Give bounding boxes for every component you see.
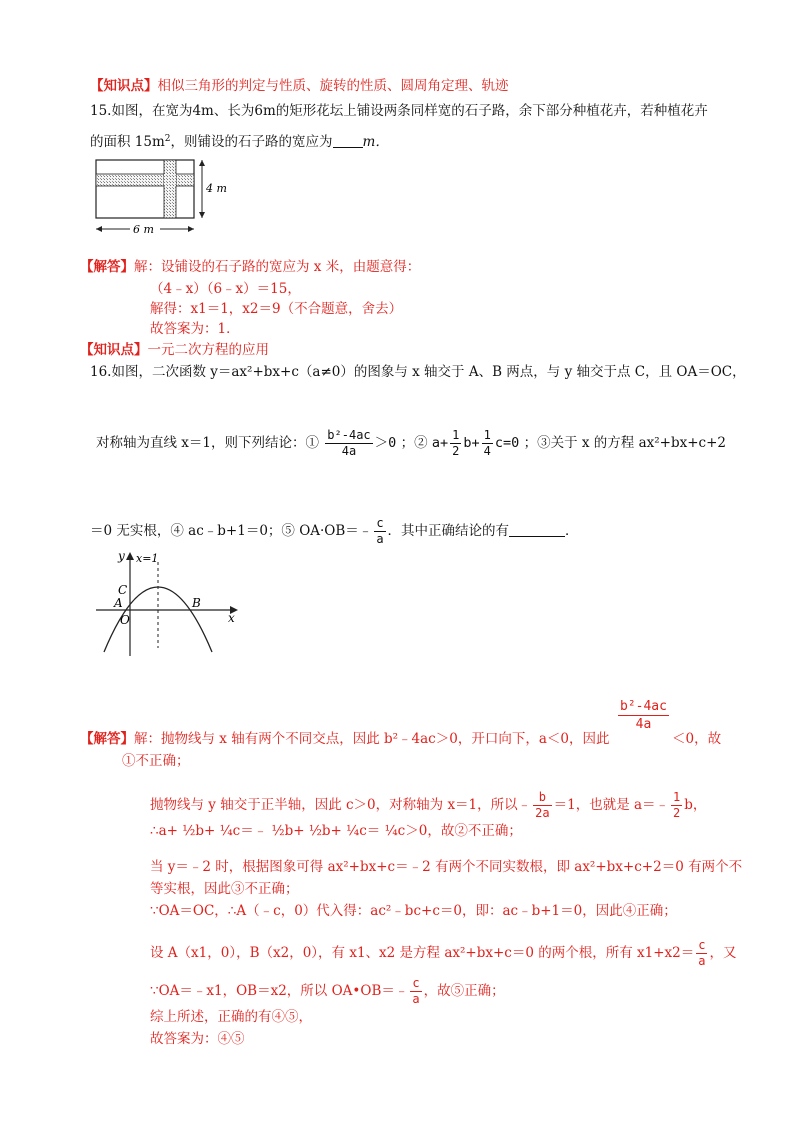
q15-sup: 2 xyxy=(164,134,171,144)
q16-conclusions-4-5: ＝0 无实根，④ ac﹣b+1＝0；⑤ OA·OB＝﹣ xyxy=(90,523,373,539)
q15-answer-blank xyxy=(333,134,363,148)
a16-line-11: 故答案为：④⑤ xyxy=(150,1031,245,1047)
q16-conditions-text: 对称轴为直线 x＝1，则下列结论：① xyxy=(96,435,319,451)
a16-line-10: 综上所述，正确的有④⑤， xyxy=(150,1009,312,1025)
height-label: 4 m xyxy=(206,182,227,195)
vertical-path xyxy=(164,160,176,218)
greater-than: ＞0 xyxy=(374,435,397,451)
fraction-c-over-a: $\frac{c}{a}$ xyxy=(376,516,384,546)
fraction-half: $\frac{1}{2}$ xyxy=(452,428,460,458)
q16-line-3: ＝0 无实根，④ ac﹣b+1＝0；⑤ OA·OB＝﹣ $\frac{c}{a}$ ．其中正确结论的有 ． xyxy=(90,516,579,546)
q16-conclusion-3: ；③关于 x 的方程 ax²+bx+c+2 xyxy=(523,435,726,451)
arrow-down-icon xyxy=(199,212,205,218)
width-label: 6 m xyxy=(133,223,154,236)
a16-line-6: 等实根，因此③不正确； xyxy=(150,881,299,897)
q16-conclusion-2: ；② xyxy=(400,435,428,451)
a16-fraction-discriminant: $\frac{\text{b²-4ac}}{4a}$ xyxy=(620,699,667,732)
q15-rectangle-figure xyxy=(92,158,227,240)
answer-tag: 【解答】 xyxy=(80,731,134,747)
point-a-label: A xyxy=(114,596,123,610)
a16-line-9: ∵OA＝﹣x1，OB＝x2，所以 OA•OB＝﹣ $\frac{c}{a}$ ，故⑤正确； xyxy=(150,976,505,1006)
x-label: x xyxy=(228,611,235,625)
a16-line-2: ①不正确； xyxy=(122,753,190,769)
knowledge-tag: 【知识点】 xyxy=(80,342,148,358)
a16-line-5: 当 y＝﹣2 时，根据图象可得 ax²+bx+c＝﹣2 有两个不同实数根，即 ax²+bx+c+2＝0 有两个不 xyxy=(150,859,743,875)
arrow-left-icon xyxy=(96,226,102,232)
a16-line-4: ∴a+ ½b+ ¼c＝﹣ ½b+ ½b+ ¼c＝ ¼c＞0，故②不正确； xyxy=(150,823,522,839)
fraction-b-over-2a: $\frac{b}{2a}$ xyxy=(535,790,550,820)
knowledge-point-2 xyxy=(80,341,269,359)
arrow-up-icon xyxy=(199,160,205,166)
point-c-label: C xyxy=(118,583,128,597)
q15-question-text: ，则铺设的石子路的宽应为 xyxy=(170,134,333,150)
symmetry-label: x=1 xyxy=(136,552,159,565)
arrow-right-icon xyxy=(188,226,194,232)
q16-line-1: 16.如图，二次函数 y＝ax²+bx+c（a≠0）的图象与 x 轴交于 A、B 两点，与 y 轴交于点 C，且 OA＝OC， xyxy=(90,364,746,380)
path-crossing xyxy=(164,174,176,186)
knowledge-tag: 【知识点】 xyxy=(90,78,158,94)
a15-line-4: 故答案为：1． xyxy=(150,321,240,337)
a16-line-8: 设 A（x1，0），B（x2，0），有 x1、x2 是方程 ax²+bx+c＝0 的两个根，所有 x1+x2＝ $\frac{c}{a}$ ，又 xyxy=(150,938,737,968)
a15-line-2: （4﹣x）（6﹣x）＝15， xyxy=(150,281,301,297)
y-label: y xyxy=(118,549,125,563)
knowledge-point-1 xyxy=(90,77,509,95)
q15-line-2 xyxy=(90,133,389,151)
fraction-c-over-a: $\frac{c}{a}$ xyxy=(698,938,706,968)
a16-line-1-end: ＜0，故 xyxy=(672,731,722,747)
a16-line-7: ∵OA＝OC，∴A（﹣c，0）代入得：ac²﹣bc+c＝0，即：ac﹣b+1＝0，因此④正确； xyxy=(150,903,677,919)
fraction-half: $\frac{1}{2}$ xyxy=(673,790,681,820)
a16-line-3: 抛物线与 y 轴交于正半轴，因此 c＞0，对称轴为 x＝1，所以﹣ $\frac{b}{2a}$ ＝1，也就是 a＝﹣ $\frac{1}{2}$ b， xyxy=(150,790,707,820)
fraction-quarter: $\frac{1}{4}$ xyxy=(483,428,491,458)
q16-answer-blank xyxy=(509,523,565,537)
a15-line-3: 解得：x1＝1，x2＝9（不合题意，舍去） xyxy=(150,301,403,317)
a15-line-1 xyxy=(80,258,420,276)
fraction-c-over-a: $\frac{c}{a}$ xyxy=(412,976,420,1006)
a15-text-1: 解：设铺设的石子路的宽应为 x 米，由题意得： xyxy=(134,259,421,275)
q15-line-1: 15.如图，在宽为4m、长为6m的矩形花坛上铺设两条同样宽的石子路，余下部分种植花卉，若种植花卉 xyxy=(90,103,708,119)
fraction-discriminant: $\frac{\text{b²-4ac}}{4a}$ xyxy=(327,428,371,458)
knowledge-text: 相似三角形的判定与性质、旋转的性质、圆周角定理、轨迹 xyxy=(157,78,509,94)
flowerbed-rect xyxy=(96,160,194,218)
a16-text-1: 解：抛物线与 x 轴有两个不同交点，因此 b²﹣4ac＞0，开口向下，a＜0，因此 xyxy=(134,731,610,747)
origin-label: O xyxy=(120,613,130,627)
horizontal-path xyxy=(96,174,194,186)
a16-line-1 xyxy=(80,726,609,752)
q15-unit: m． xyxy=(362,134,389,150)
q16-parabola-graph xyxy=(96,548,246,656)
point-b-label: B xyxy=(192,596,201,610)
answer-tag: 【解答】 xyxy=(80,259,134,275)
y-axis-arrow-icon xyxy=(126,552,134,560)
q15-area-text: 的面积 15m xyxy=(90,134,165,150)
knowledge-text: 一元二次方程的应用 xyxy=(147,342,269,358)
q16-question-text: ．其中正确结论的有 xyxy=(387,523,510,539)
q16-line-2: 对称轴为直线 x＝1，则下列结论：① $\frac{\text{b²-4ac}}{4a}$ ＞0 ；② a+ $\frac{1}{2}$ b+ $\frac{1}{4}$ c=0 ；③关于 x 的方程 ax²+bx+c+2 xyxy=(96,428,726,458)
